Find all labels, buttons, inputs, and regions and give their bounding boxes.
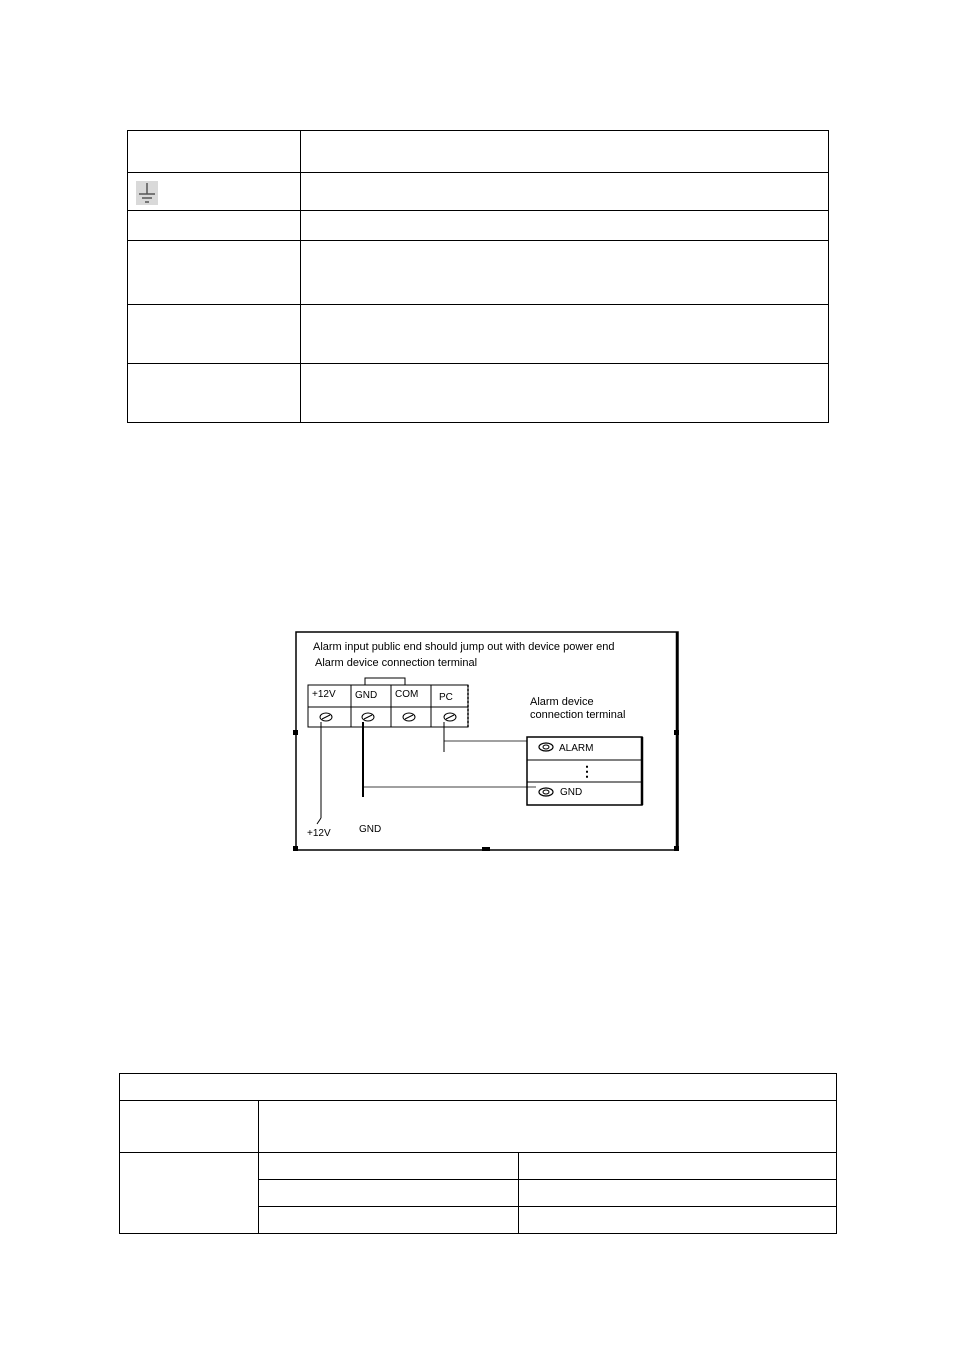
table-cell	[128, 173, 301, 211]
table-cell	[301, 241, 829, 305]
table-row	[128, 211, 829, 241]
table-cell	[259, 1153, 519, 1180]
table-cell	[128, 211, 301, 241]
port-description-table	[127, 130, 829, 423]
table-row	[120, 1101, 837, 1153]
table-cell	[259, 1101, 837, 1153]
table-cell	[301, 364, 829, 423]
table-row	[128, 305, 829, 364]
table-row	[128, 364, 829, 423]
resize-handle	[293, 846, 298, 851]
table-cell	[120, 1153, 259, 1234]
terminal-label-com: COM	[395, 689, 419, 700]
table-cell	[120, 1101, 259, 1153]
table-row	[128, 131, 829, 173]
table-cell	[128, 241, 301, 305]
terminal-label-gnd: GND	[355, 690, 378, 701]
specification-table	[119, 1073, 837, 1234]
table-cell	[259, 1207, 519, 1234]
terminal-label-12v: +12V	[312, 689, 336, 700]
ground-icon	[136, 181, 158, 205]
ground-label: GND	[359, 824, 382, 835]
table-row	[128, 173, 829, 211]
alarm-wiring-diagram	[292, 630, 680, 854]
table-cell	[128, 131, 301, 173]
resize-handle	[293, 730, 298, 735]
power-12v-label: +12V	[307, 828, 331, 839]
resize-handle	[674, 730, 679, 735]
terminal-label-pc: PC	[439, 692, 453, 703]
table-cell	[519, 1180, 837, 1207]
resize-handle	[674, 846, 679, 851]
table-cell	[128, 364, 301, 423]
table-cell	[128, 305, 301, 364]
diagram-caption-1: Alarm input public end should jump out with device power end	[313, 641, 615, 653]
table-cell	[301, 173, 829, 211]
resize-handle	[482, 847, 490, 851]
table-row	[120, 1074, 837, 1101]
table-cell	[519, 1153, 837, 1180]
alarm-device-label-1: Alarm device	[530, 696, 594, 708]
table-row	[128, 241, 829, 305]
diagram-caption-2: Alarm device connection terminal	[315, 657, 478, 669]
table-cell	[301, 305, 829, 364]
alarm-device-label-2: connection terminal	[530, 709, 626, 721]
gnd-terminal-label: GND	[560, 787, 583, 798]
table-row	[120, 1153, 837, 1180]
table-cell	[259, 1180, 519, 1207]
table-cell	[301, 131, 829, 173]
table-cell	[120, 1074, 837, 1101]
table-cell	[519, 1207, 837, 1234]
alarm-terminal-label: ALARM	[559, 743, 594, 754]
table-cell	[301, 211, 829, 241]
more-terminals-ellipsis: ⋮	[580, 763, 594, 779]
